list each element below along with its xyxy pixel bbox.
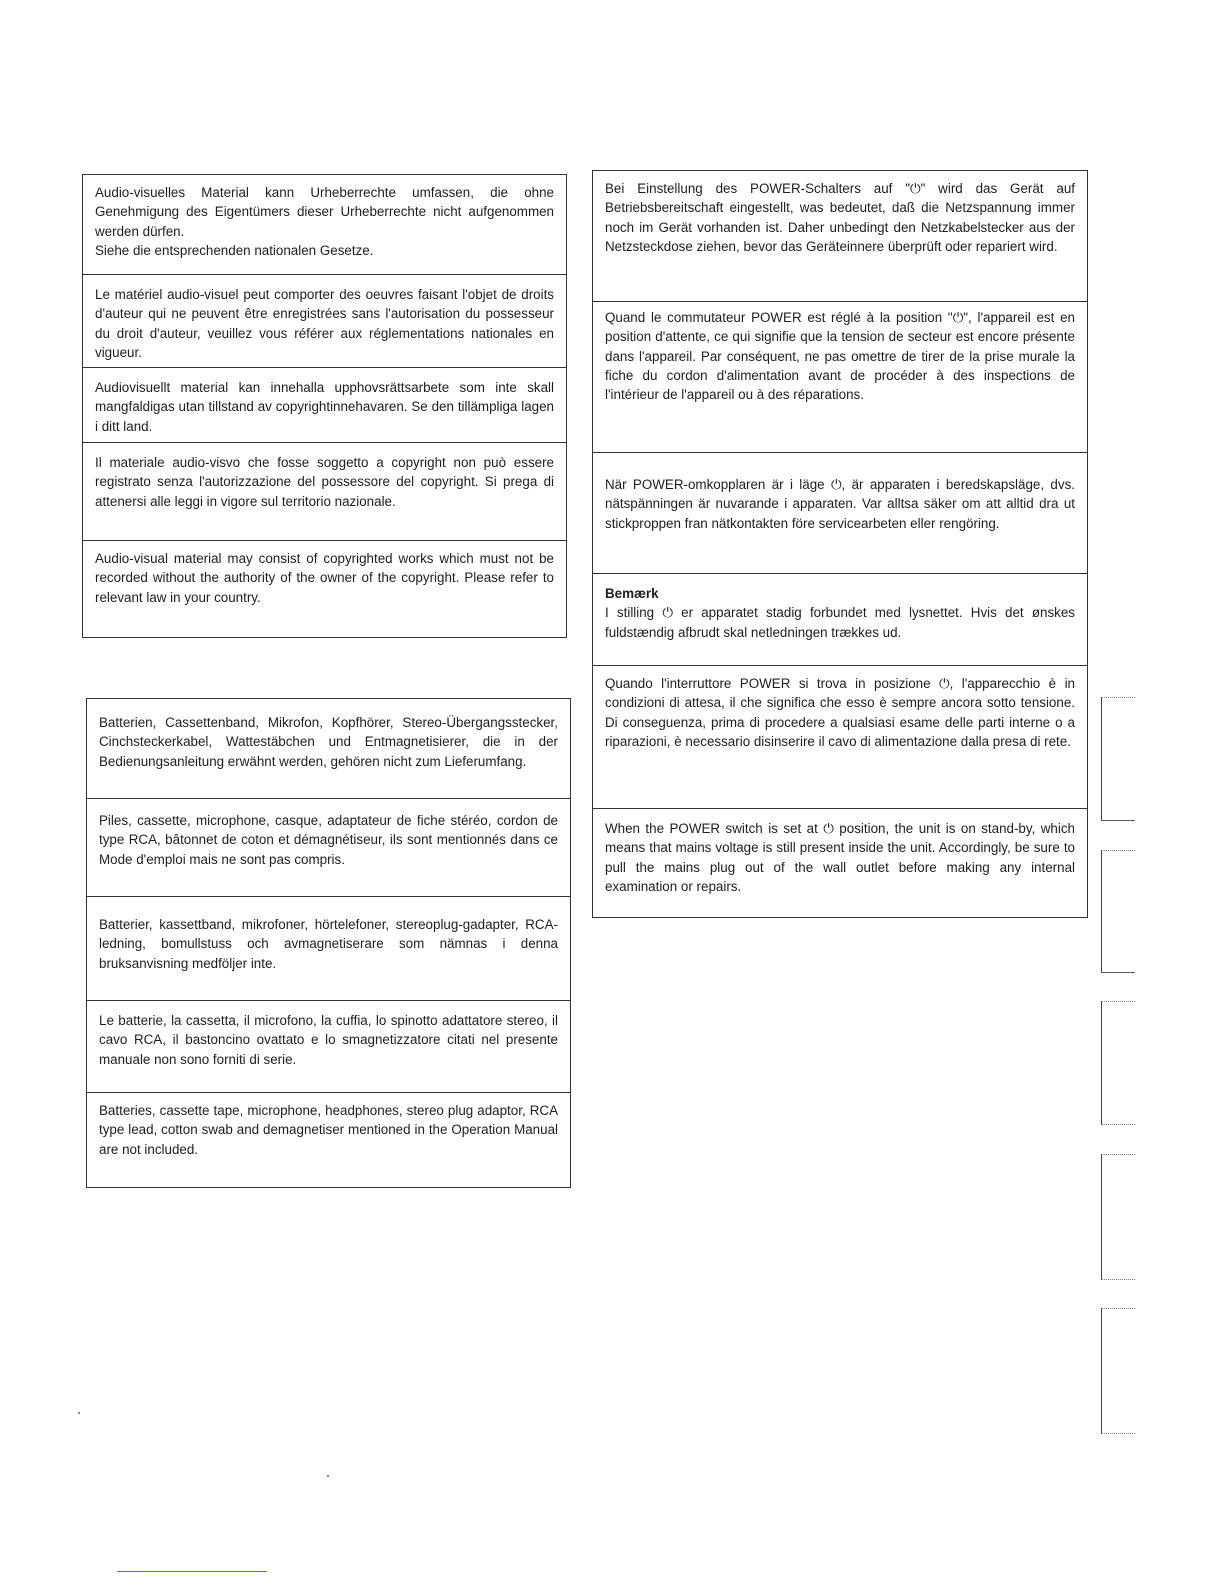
copyright-notice-en	[83, 541, 566, 636]
power-notice-it	[593, 666, 1087, 809]
index-tab-1	[1101, 697, 1135, 821]
power-notice-fr	[593, 302, 1087, 453]
copyright-notice-fr-text: Le matériel audio-visuel peut comporter des oeuvres faisant l'objet de droits d'auteur qui ne peuvent être enregistrées sans l'autorisation du possesseur du droit d'auteur, veuillez vous référer aux réglementations nationales en vigueur.	[95, 287, 554, 360]
power-notice-sv-text: När POWER-omkopplaren är i läge ⏻, är apparaten i beredskapsläge, dvs. nätspänningen är nuvarande i apparaten. Var alltsa säker om att alltid dra ut stickproppen fran nätkontakten före servicearbeten eller rengöring.	[605, 477, 1075, 531]
index-tab-5	[1101, 1308, 1135, 1434]
copyright-notice-en-text: Audio-visual material may consist of copyrighted works which must not be recorded without the authority of the owner of the copyright. Please refer to relevant law in your country.	[95, 551, 554, 605]
accessories-notice-de-text: Batterien, Cassettenband, Mikrofon, Kopfhörer, Stereo-Übergangsstecker, Cinchsteckerkabel, Wattestäbchen und Entmagnetisierer, die in der Bedienungsanleitung erwähnt werden, gehören nicht zum Lieferumfang.	[99, 715, 558, 769]
scan-speck	[78, 1412, 80, 1414]
copyright-notice-de	[83, 175, 566, 275]
power-notice-en-text: When the POWER switch is set at ⏻ position, the unit is on stand-by, which means that mains voltage is still present inside the unit. Accordingly, be sure to pull the mains plug out of the wall outlet before making any internal examination or repairs.	[605, 821, 1075, 894]
index-tab-3	[1101, 1001, 1135, 1125]
power-notice-sv	[593, 453, 1087, 574]
copyright-notice-it	[83, 443, 566, 541]
power-notice-fr-text: Quand le commutateur POWER est réglé à la position "⏻", l'appareil est en position d'attente, ce qui signifie que la tension de secteur est encore présente dans l'appareil. Par conséquent, ne pas omettre de tirer de la prise murale la fiche du cordon d'alimentation avant de procéder à des inspections de l'intérieur de l'appareil ou à des réparations.	[605, 310, 1075, 403]
power-notice-de-text: Bei Einstellung des POWER-Schalters auf "⏻" wird das Gerät auf Betriebsbereitschaft eingestellt, was bedeutet, daß die Netzspannung immer noch im Gerät vorhanden ist. Daher unbedingt den Netzkabelstecker aus der Netzsteckdose ziehen, bevor das Geräteinnere überprüft oder repariert wird.	[605, 181, 1075, 254]
accessories-notice-box	[86, 698, 571, 1188]
accessories-notice-sv	[87, 897, 570, 1001]
copyright-notice-it-text: Il materiale audio-visvo che fosse soggetto a copyright non può essere registrato senza l'autorizzazione del possessore del copyright. Si prega di attenersi alle leggi in vigore sul territorio nazionale.	[95, 455, 554, 509]
copyright-notice-sv-text: Audiovisuellt material kan innehalla upphovsrättsarbete som inte skall mangfaldigas utan tillstand av copyrightinnehavaren. Se den tillämpliga lagen i ditt land.	[95, 380, 554, 434]
copyright-notice-fr	[83, 275, 566, 368]
power-notice-da	[593, 574, 1087, 666]
power-notice-da-text: I stilling ⏻ er apparatet stadig forbundet med lysnettet. Hvis det ønskes fuldstændig afbrudt skal netledningen trækkes ud.	[605, 605, 1075, 640]
copyright-notice-box	[82, 174, 567, 638]
power-notice-box	[592, 170, 1088, 918]
footer-rule	[117, 1571, 267, 1572]
accessories-notice-en	[87, 1093, 570, 1187]
power-notice-it-text: Quando l'interruttore POWER si trova in posizione ⏻, l'apparecchio è in condizioni di attesa, il che significa che esso è sempre ancora sotto tensione. Di conseguenza, prima di procedere a qualsiasi esame delle parti interne o a riparazioni, è necessario disinserire il cavo di alimentazione dalla presa di rete.	[605, 676, 1075, 749]
scan-speck	[327, 1475, 329, 1477]
index-tab-4	[1101, 1154, 1135, 1280]
accessories-notice-en-text: Batteries, cassette tape, microphone, headphones, stereo plug adaptor, RCA type lead, cotton swab and demagnetiser mentioned in the Operation Manual are not included.	[99, 1103, 558, 1157]
copyright-notice-sv	[83, 368, 566, 443]
power-notice-de	[593, 171, 1087, 302]
power-notice-da-heading: Bemærk	[605, 586, 659, 601]
accessories-notice-it-text: Le batterie, la cassetta, il microfono, la cuffia, lo spinotto adattatore stereo, il cavo RCA, il bastoncino ovattato e lo smagnetizzatore citati nel presente manuale non sono forniti di serie.	[99, 1013, 558, 1067]
accessories-notice-sv-text: Batterier, kassettband, mikrofoner, hörtelefoner, stereoplug-gadapter, RCA-ledning, bomullstuss och avmagnetiserare som nämnas i denna bruksanvisning medföljer inte.	[99, 917, 558, 971]
accessories-notice-fr	[87, 799, 570, 897]
accessories-notice-de	[87, 699, 570, 799]
copyright-notice-de-text2: Siehe die entsprechenden nationalen Gesetze.	[95, 242, 374, 258]
accessories-notice-fr-text: Piles, cassette, microphone, casque, adaptateur de fiche stéréo, cordon de type RCA, bâtonnet de coton et démagnétiseur, ils sont mentionnés dans ce Mode d'emploi mais ne sont pas compris.	[99, 813, 558, 867]
index-tab-2	[1101, 850, 1135, 973]
accessories-notice-it	[87, 1001, 570, 1093]
copyright-notice-de-text: Audio-visuelles Material kann Urheberrechte umfassen, die ohne Genehmigung des Eigentümers dieser Urheberrechte nicht aufgenommen werden dürfen.	[95, 185, 554, 239]
power-notice-en	[593, 809, 1087, 917]
